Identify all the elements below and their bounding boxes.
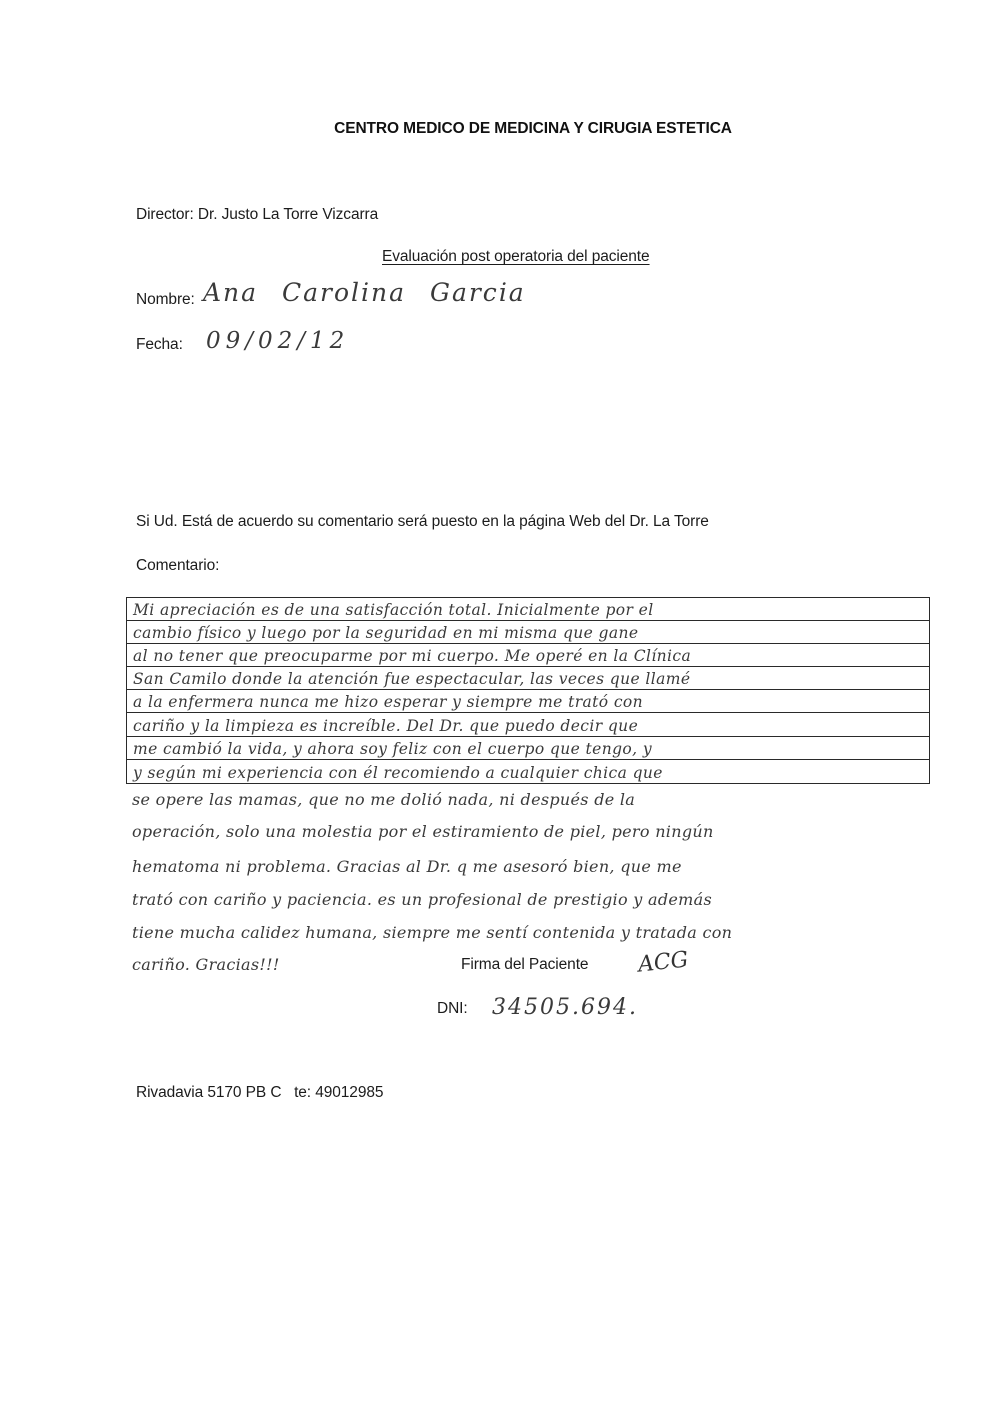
comment-line xyxy=(127,690,929,713)
name-value: Ana Carolina Garcia xyxy=(203,278,526,307)
date-value: 09/02/12 xyxy=(206,328,350,354)
footer-contact xyxy=(136,1084,383,1102)
comment-line xyxy=(127,737,929,760)
dni-value: 34505.694. xyxy=(492,995,638,1020)
comment-line-text: al no tener que preocuparme por mi cuerpo. Me operé en la Clínica xyxy=(133,647,692,666)
comment-line-text: Mi apreciación es de una satisfacción total. Inicialmente por el xyxy=(133,601,654,620)
comment-free-line: se opere las mamas, que no me dolió nada, ni después de la xyxy=(132,790,636,809)
comment-ruled-box xyxy=(126,597,930,784)
comment-line-text: a la enfermera nunca me hizo esperar y siempre me trató con xyxy=(133,693,644,712)
form-title: Evaluación post operatoria del paciente xyxy=(382,248,650,265)
comment-free-line: cariño. Gracias!!! xyxy=(132,955,280,974)
consent-notice: Si Ud. Está de acuerdo su comentario será puesto en la página Web del Dr. La Torre xyxy=(136,513,709,530)
director-line xyxy=(136,206,378,224)
comment-line xyxy=(127,760,929,783)
footer-phone-label: te: xyxy=(294,1084,311,1101)
institution-title: CENTRO MEDICO DE MEDICINA Y CIRUGIA ESTETICA xyxy=(334,120,732,137)
director-name: Dr. Justo La Torre Vizcarra xyxy=(197,206,379,223)
comment-line-text: cambio físico y luego por la seguridad en mi misma que gane xyxy=(133,624,639,643)
signature-label: Firma del Paciente xyxy=(461,956,589,973)
comment-label: Comentario: xyxy=(136,557,220,574)
comment-line-text: y según mi experiencia con él recomiendo a cualquier chica que xyxy=(133,763,663,782)
director-label: Director: xyxy=(136,206,194,223)
dni-label: DNI: xyxy=(437,1000,468,1017)
comment-line-text: San Camilo donde la atención fue espectacular, las veces que llamé xyxy=(133,670,691,689)
comment-free-line: operación, solo una molestia por el estiramiento de piel, pero ningún xyxy=(132,822,714,841)
comment-line xyxy=(127,598,929,621)
signature-mark: ACG xyxy=(636,947,690,978)
comment-line xyxy=(127,667,929,690)
name-label: Nombre: xyxy=(136,291,195,308)
footer-phone: 49012985 xyxy=(315,1084,384,1101)
comment-line-text: me cambió la vida, y ahora soy feliz con el cuerpo que tengo, y xyxy=(133,739,652,758)
comment-free-line: hematoma ni problema. Gracias al Dr. q me asesoró bien, que me xyxy=(132,857,682,876)
date-label: Fecha: xyxy=(136,336,183,353)
comment-line xyxy=(127,713,929,736)
comment-line xyxy=(127,644,929,667)
footer-address: Rivadavia 5170 PB C xyxy=(136,1084,282,1101)
comment-line xyxy=(127,621,929,644)
comment-line-text: cariño y la limpieza es increíble. Del Dr. que puedo decir que xyxy=(133,716,639,735)
comment-free-line: trató con cariño y paciencia. es un profesional de prestigio y además xyxy=(132,890,712,909)
comment-free-line: tiene mucha calidez humana, siempre me sentí contenida y tratada con xyxy=(132,923,733,942)
